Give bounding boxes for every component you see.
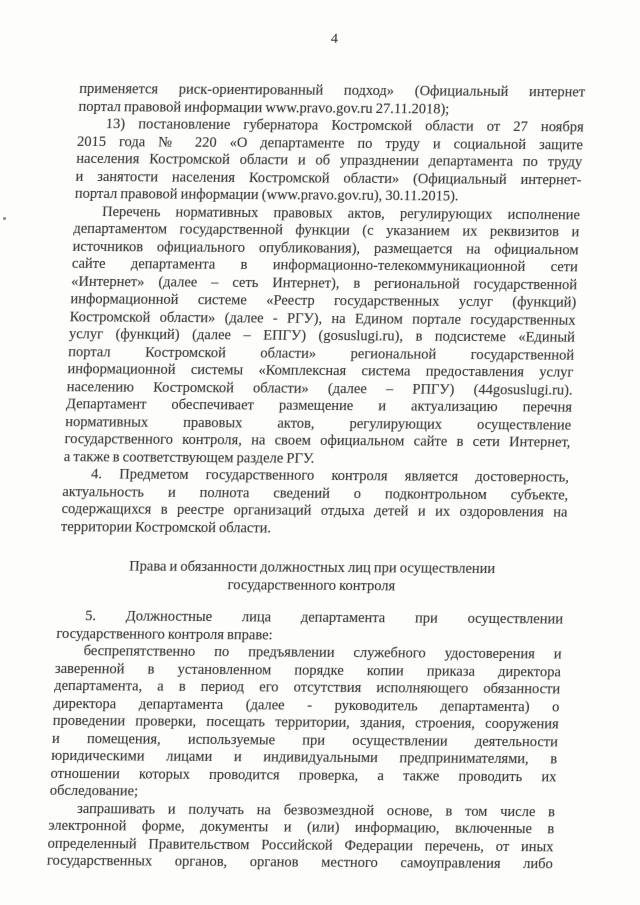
text-line: государственных органов, органов местного самоуправления либо — [46, 852, 554, 873]
page-number: 4 — [330, 31, 339, 47]
page-text-block — [47, 0, 589, 874]
text-line: портал правовой информации (www.pravo.gov.ru), 30.11.2015). — [74, 185, 459, 205]
text-line: юридическими лицами и индивидуальными предпринимателями, в — [50, 747, 558, 768]
text-line: источников официального опубликования), размещается на официальном — [72, 238, 579, 259]
text-line: информационной системы «Комплексная система предоставления услуг — [67, 360, 574, 381]
text-line: беспрепятственно по предъявлении служебного удостоверения и — [83, 643, 562, 663]
text-line: населения Костромской области и об упразднении департамента по труду — [76, 150, 583, 171]
text-line: проведении проверки, посещать территории, здания, строения, сооружения — [52, 712, 559, 733]
text-line: государственного контроля вправе: — [56, 625, 273, 643]
text-line: департаментом государственной функции (с указанием их реквизитов и — [73, 220, 580, 241]
paragraph — [74, 116, 584, 207]
text-line: 13) постановление губернатора Костромской области от 27 ноября — [105, 116, 585, 136]
text-line: портал Костромской области» региональной государственной — [67, 343, 575, 364]
text-line: а также в соответствующем разделе РГУ. — [63, 448, 315, 467]
text-line: населению Костромской области» (далее – РПГУ) (44gosuslugi.ru). — [66, 378, 574, 399]
text-line: запрашивать и получать на безвозмездной основе, в том числе в — [76, 800, 556, 821]
paragraph — [47, 800, 556, 874]
text-line: 4. Предметом государственного контроля является достоверность, — [90, 466, 570, 486]
paragraph — [49, 643, 561, 804]
paragraph — [78, 81, 585, 120]
text-line: и занятости населения Костромской области» (Официальный интернет- — [75, 168, 582, 189]
text-line: услуг (функций) (далее – ЕПГУ) (gosuslugi.ru), в подсистеме «Единый — [68, 325, 576, 346]
text-line: Департамент обеспечивает размещение и актуализацию перечня — [65, 395, 573, 416]
paragraph — [56, 608, 563, 647]
document-text-column — [47, 81, 586, 874]
text-line: актуальность и полнота сведений о подконтрольном субъекте, — [62, 483, 569, 504]
text-line: определенный Правительством Российской Федерации перечень, от иных — [47, 835, 554, 856]
text-line: 2015 года № 220 «О департаменте по труду и социальной защите — [76, 133, 584, 154]
text-line: содержащихся в реестре организаций отдыха детей и их оздоровления на — [61, 500, 568, 521]
text-line: заверенной в установленном порядке копии приказа директора — [54, 660, 562, 681]
text-line: «Интернет» (далее – сеть Интернет), в региональной государственной — [70, 273, 578, 294]
paragraph — [63, 203, 580, 469]
heading-line: государственного контроля — [227, 576, 396, 594]
text-line: директора департамента (далее - руководитель департамента) о — [53, 695, 560, 716]
text-line: и помещения, используемые при осуществлении деятельности — [51, 730, 559, 751]
text-line: департамента, а в период его отсутствия исполняющего обязанности — [53, 677, 561, 698]
text-line: сайте департамента в информационно-телекоммуникационной сети — [71, 255, 579, 276]
paragraph — [61, 466, 570, 540]
text-line: обследование; — [49, 782, 139, 800]
scan-artifact-speck — [3, 217, 6, 220]
text-line: территории Костромской области. — [60, 518, 272, 536]
section-heading — [58, 558, 565, 597]
text-line: применяется риск-ориентированный подход» (Официальный интернет — [78, 80, 586, 101]
text-line: Перечень нормативных правовых актов, регулирующих исполнение — [101, 203, 581, 224]
text-line: отношении которых проводится проверка, а также проводить их — [50, 765, 557, 786]
heading-line: Права и обязанности должностных лиц при осуществлении — [128, 558, 496, 578]
text-line: Костромской области» (далее - РГУ), на Едином портале государственных — [69, 308, 576, 329]
text-line: государственного контроля, на своем официальном сайте в сети Интернет, — [64, 430, 571, 451]
text-line: информационной системе «Реестр государственных услуг (функций) — [70, 290, 577, 311]
text-line: нормативных правовых актов, регулирующих осуществление — [65, 413, 572, 434]
text-line: электронной форме, документы и (или) информацию, включенные в — [48, 817, 555, 838]
text-line: 5. Должностные лица департамента при осуществлении — [84, 608, 564, 628]
text-line: портал правовой информации www.pravo.gov.ru 27.11.2018); — [78, 98, 450, 118]
